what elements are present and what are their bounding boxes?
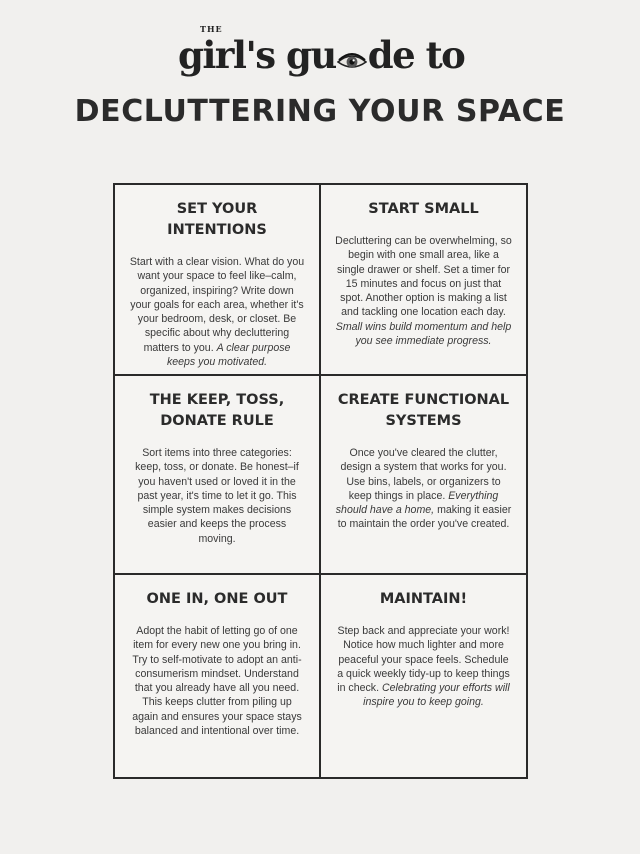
brand-logo	[0, 24, 640, 82]
tip-title: CREATE FUNCTIONAL SYSTEMS	[337, 392, 510, 429]
tip-body	[335, 446, 512, 532]
tip-card	[115, 185, 321, 376]
tip-title: MAINTAIN!	[379, 591, 468, 607]
tip-body	[129, 255, 305, 369]
tip-title: ONE IN, ONE OUT	[146, 591, 288, 607]
tip-text: Once you've cleared the clutter, design a system that works for you. Use bins, labels, or organizers to keep things in place.	[340, 447, 507, 502]
tip-emphasis: A clear purpose keeps you motivated.	[166, 341, 291, 369]
tip-card	[115, 575, 321, 777]
tip-body	[335, 234, 512, 348]
brand-prefix: THE	[200, 24, 223, 34]
tips-grid	[113, 183, 528, 779]
tip-body	[129, 446, 305, 546]
tip-text: Decluttering can be overwhelming, so begin with one small area, like a single drawer or shelf. Set a timer for 15 minutes and focus on just that spot. Another option is making a list and tackling one location each day.	[335, 235, 512, 319]
tip-text: Step back and appreciate your work! Notice how much lighter and more peaceful your space feels. Schedule a quick weekly tidy-up to keep things in check.	[337, 625, 510, 695]
tip-card	[321, 376, 526, 575]
tip-card	[115, 376, 321, 575]
tip-title: THE KEEP, TOSS, DONATE RULE	[149, 392, 285, 429]
tip-text: Adopt the habit of letting go of one item for every new one you bring in. Try to self-motivate to adopt an anti-consumerism mindset. Understand that you already have all you need. This keeps clutter from piling up again and ensures your space stays balanced and intentional over time.	[132, 625, 302, 738]
tip-emphasis: Small wins build momentum and help you see immediate progress.	[335, 320, 512, 348]
brand-word-end: de to	[367, 33, 465, 77]
tip-title: START SMALL	[368, 201, 479, 217]
tip-body	[129, 624, 305, 738]
page-title: DECLUTTERING YOUR SPACE	[74, 94, 566, 129]
brand-wordmark	[178, 32, 464, 82]
tip-text: Sort items into three categories: keep, toss, or donate. Be honest–if you haven't used or loved it in the past year, it's time to let it go. This simple system makes decisions easier and keeps the process moving.	[135, 447, 299, 545]
tip-text-after: making it easier to maintain the order you've created.	[337, 504, 512, 531]
eye-icon	[337, 36, 367, 82]
brand-word-start: girl's gu	[178, 33, 336, 77]
tip-title: SET YOUR INTENTIONS	[167, 201, 267, 238]
tip-body	[335, 624, 512, 710]
tip-text: Start with a clear vision. What do you want your space to feel like–calm, organized, inspiring? Write down your goals for each area, whether it's your bedroom, desk, or closet. Be specific about why decluttering matters to you.	[129, 256, 305, 354]
tip-emphasis: Everything should have a home,	[335, 489, 499, 517]
tip-card	[321, 575, 526, 777]
tip-emphasis: Celebrating your efforts will inspire you to keep going.	[363, 682, 510, 709]
tip-card	[321, 185, 526, 376]
